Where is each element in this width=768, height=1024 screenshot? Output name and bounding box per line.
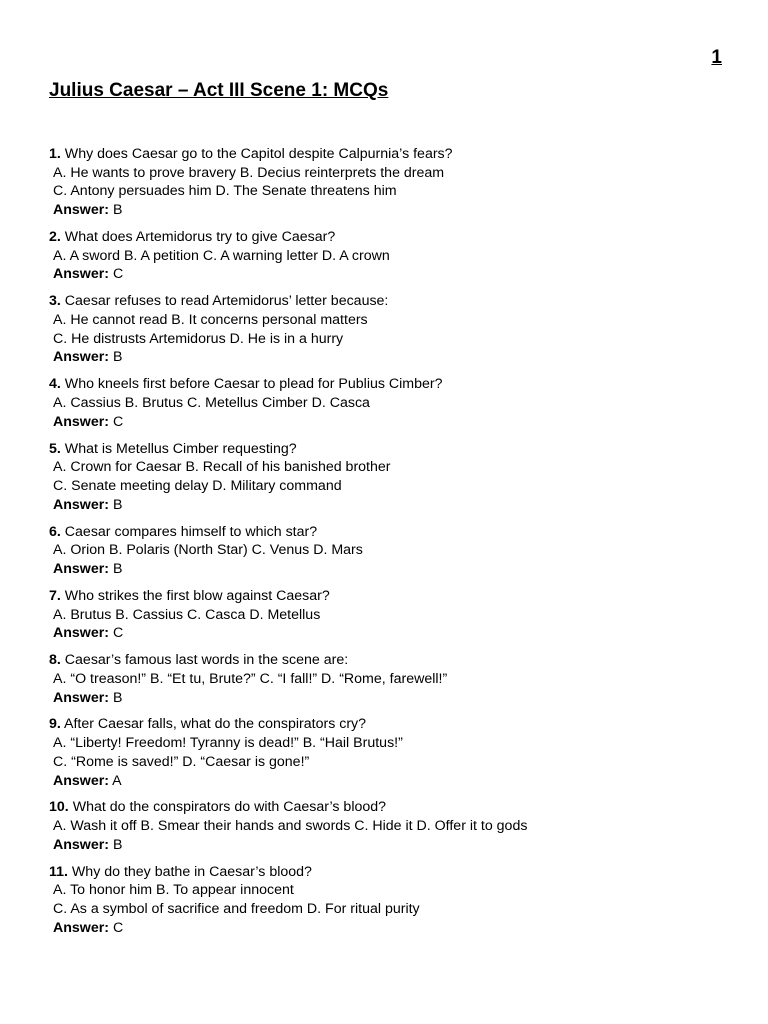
- answer-value: C: [112, 625, 124, 642]
- answer-line: [49, 624, 739, 643]
- answer-options: C. Senate meeting delay D. Military command: [53, 478, 342, 494]
- question-item: [49, 715, 739, 790]
- question-line: [49, 798, 739, 817]
- answer-value: B: [112, 689, 123, 706]
- question-text: What does Artemidorus try to give Caesar?: [64, 229, 336, 245]
- answer-value: B: [112, 202, 123, 219]
- question-number: 7.: [49, 587, 61, 604]
- answer-value: A: [112, 772, 122, 789]
- answer-label: Answer:: [53, 836, 109, 853]
- question-line: [49, 587, 739, 606]
- question-item: [49, 292, 739, 367]
- answer-line: [49, 413, 739, 432]
- answer-options: A. Orion B. Polaris (North Star) C. Venus D. Mars: [53, 542, 363, 559]
- answer-options: A. “O treason!” B. “Et tu, Brute?” C. “I fall!” D. “Rome, farewell!”: [53, 670, 448, 687]
- answer-options: A. Crown for Caesar B. Recall of his banished brother: [53, 459, 391, 476]
- question-item: [49, 375, 739, 431]
- answer-options: C. He distrusts Artemidorus D. He is in a hurry: [53, 330, 344, 347]
- answer-options: A. He wants to prove bravery B. Decius reinterprets the dream: [53, 164, 445, 181]
- answer-line: [49, 836, 739, 855]
- answer-value: B: [112, 349, 123, 366]
- question-text: Caesar compares himself to which star?: [64, 523, 318, 540]
- question-text: Who kneels first before Caesar to plead for Publius Cimber?: [64, 376, 443, 393]
- answer-value: C: [112, 413, 124, 430]
- question-text: After Caesar falls, what do the conspirators cry?: [64, 716, 367, 733]
- question-list: [49, 145, 739, 946]
- answer-options: A. “Liberty! Freedom! Tyranny is dead!” B. “Hail Brutus!”: [53, 735, 403, 752]
- question-item: [49, 863, 739, 938]
- question-item: [49, 440, 739, 515]
- question-line: [49, 863, 739, 882]
- question-text: Caesar’s famous last words in the scene are:: [64, 652, 349, 669]
- answer-options: C. As a symbol of sacrifice and freedom D. For ritual purity: [53, 901, 420, 918]
- question-item: [49, 228, 739, 284]
- answer-value: C: [112, 266, 124, 283]
- question-line: [49, 228, 739, 247]
- question-line: [49, 523, 739, 542]
- question-item: [49, 145, 739, 220]
- question-text: Why does Caesar go to the Capitol despite Calpurnia’s fears?: [64, 146, 453, 162]
- question-line: [49, 145, 739, 164]
- question-number: 5.: [49, 440, 61, 457]
- page-number: 1: [711, 47, 722, 68]
- answer-options: C. “Rome is saved!” D. “Caesar is gone!”: [53, 753, 310, 770]
- question-text: Who strikes the first blow against Caesar?: [64, 587, 330, 604]
- answer-label: Answer:: [53, 349, 109, 366]
- answer-line: [49, 348, 739, 367]
- question-line: [49, 292, 739, 311]
- answer-options: A. To honor him B. To appear innocent: [53, 882, 294, 899]
- answer-value: B: [112, 496, 123, 513]
- answer-options: A. Wash it off B. Smear their hands and swords C. Hide it D. Offer it to gods: [53, 818, 528, 835]
- answer-options: A. Brutus B. Cassius C. Casca D. Metellus: [53, 606, 321, 623]
- question-text: Caesar refuses to read Artemidorus’ letter because:: [64, 293, 389, 310]
- question-text: What do the conspirators do with Caesar’s blood?: [72, 799, 387, 816]
- question-number: 4.: [49, 376, 61, 393]
- answer-options: A. He cannot read B. It concerns personal matters: [53, 312, 368, 328]
- answer-label: Answer:: [53, 202, 109, 219]
- answer-label: Answer:: [53, 772, 109, 789]
- question-number: 11.: [49, 863, 68, 880]
- question-item: [49, 651, 739, 707]
- question-line: [49, 375, 739, 394]
- question-item: [49, 523, 739, 579]
- answer-line: [49, 689, 739, 708]
- question-number: 2.: [49, 229, 61, 245]
- question-number: 8.: [49, 652, 61, 669]
- question-line: [49, 440, 739, 459]
- question-text: What is Metellus Cimber requesting?: [64, 440, 297, 457]
- answer-options: A. A sword B. A petition C. A warning letter D. A crown: [53, 247, 390, 264]
- answer-label: Answer:: [53, 413, 109, 430]
- answer-label: Answer:: [53, 266, 109, 283]
- answer-label: Answer:: [53, 496, 109, 513]
- answer-label: Answer:: [53, 689, 109, 706]
- answer-value: C: [112, 919, 124, 936]
- answer-line: [49, 772, 739, 791]
- question-text: Why do they bathe in Caesar’s blood?: [71, 863, 312, 880]
- answer-line: [49, 919, 739, 938]
- question-item: [49, 798, 739, 854]
- answer-line: [49, 560, 739, 579]
- question-number: 6.: [49, 523, 61, 540]
- document-title: Julius Caesar – Act III Scene 1: MCQs: [49, 80, 389, 101]
- answer-value: B: [112, 561, 123, 577]
- answer-line: [49, 201, 739, 220]
- answer-options: C. Antony persuades him D. The Senate threatens him: [53, 183, 397, 200]
- answer-value: B: [112, 836, 123, 853]
- question-number: 3.: [49, 293, 61, 310]
- question-line: [49, 651, 739, 670]
- answer-line: [49, 496, 739, 515]
- answer-label: Answer:: [53, 561, 109, 577]
- question-line: [49, 715, 739, 734]
- answer-label: Answer:: [53, 919, 109, 936]
- question-number: 10.: [49, 799, 69, 816]
- question-number: 1.: [49, 146, 61, 162]
- question-number: 9.: [49, 716, 61, 733]
- answer-label: Answer:: [53, 625, 109, 642]
- question-item: [49, 587, 739, 643]
- answer-line: [49, 265, 739, 284]
- answer-options: A. Cassius B. Brutus C. Metellus Cimber D. Casca: [53, 395, 370, 411]
